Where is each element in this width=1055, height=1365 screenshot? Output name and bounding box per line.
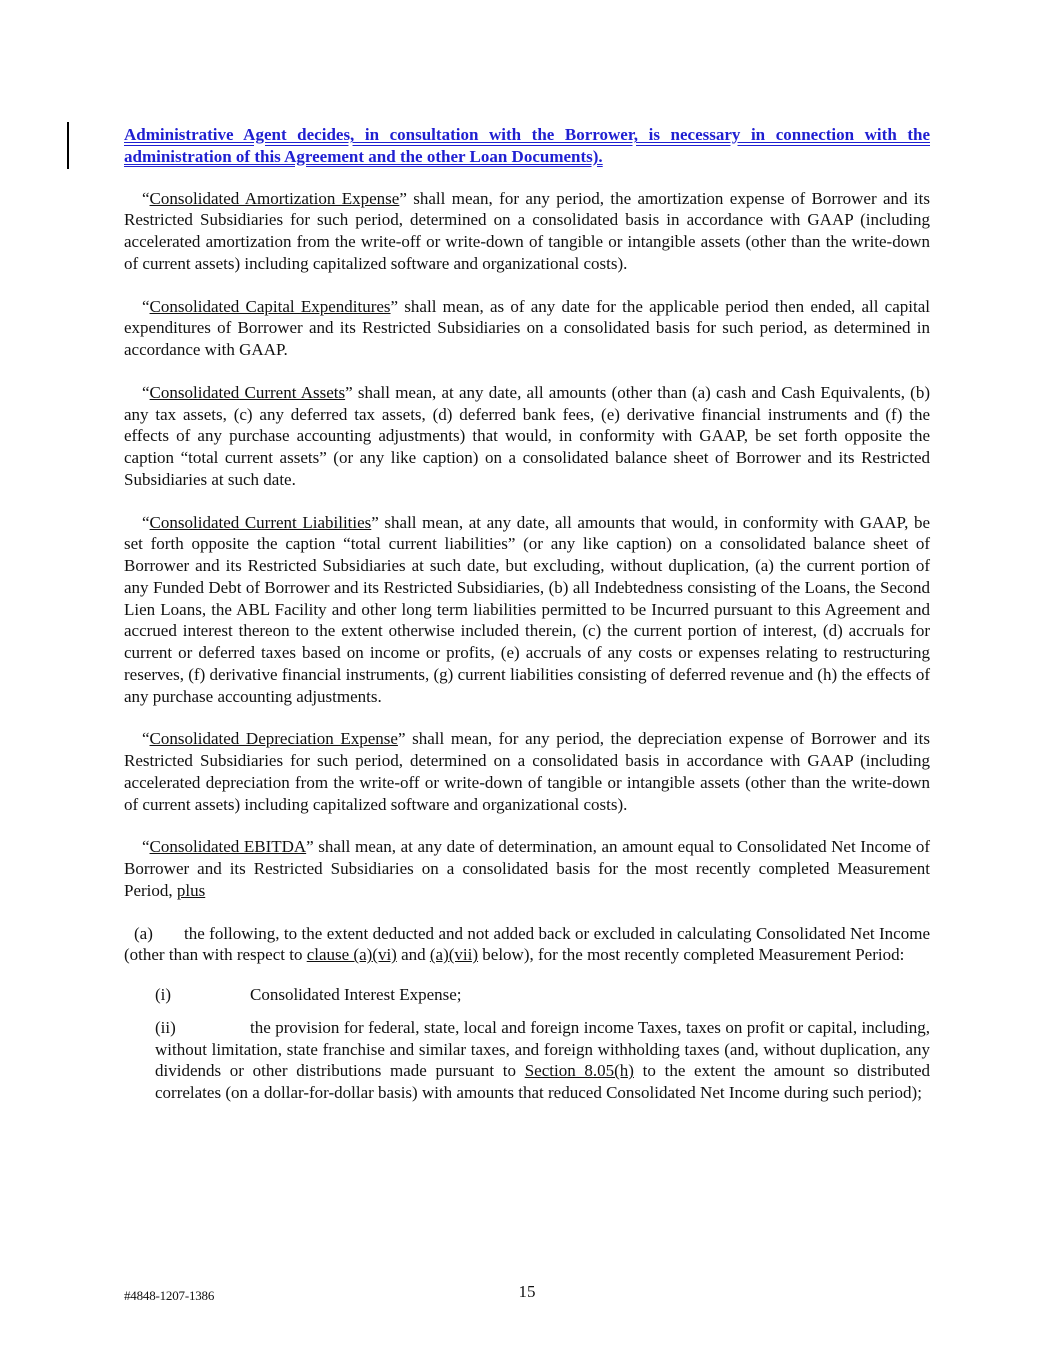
clause-a-paragraph	[124, 923, 930, 967]
text-run: (a)(vii)	[429, 945, 479, 965]
definition-consolidated-ebitda	[124, 836, 930, 901]
text-run: ” shall mean, at any date, all amounts (other than (a) cash and Cash Equivalents, (b) any tax assets, (c) any deferred tax assets, (d) deferred bank fees, (e) derivative financial instruments and (f) the effects of any purchase accounting adjustments) that would, in conformity with GAAP, be set forth opposite the caption “total current assets” (or any like caption) on a consolidated balance sheet of Borrower and its Restricted Subsidiaries at such date.	[124, 382, 930, 489]
text-run: Section 8.05(h)	[524, 1061, 634, 1081]
list-item-i	[155, 984, 930, 1006]
text-run: clause (a)(vi)	[306, 945, 397, 965]
definition-consolidated-current-liabilities	[124, 512, 930, 708]
text-run: the provision for federal, state, local and foreign income Taxes, taxes on profit or capital, including, without limitation, state franchise and similar taxes, and foreign withholding taxes (and, without duplication, any dividends or other distributions made pursuant to	[155, 1017, 930, 1081]
text-run: Consolidated Depreciation Expense	[149, 729, 398, 749]
text-run: “	[142, 729, 150, 749]
text-run: Consolidated Interest Expense;	[250, 985, 462, 1004]
list-item-ii	[155, 1017, 930, 1104]
definition-consolidated-current-assets	[124, 382, 930, 491]
text-run: ” shall mean, for any period, the depreciation expense of Borrower and its Restricted Subsidiaries for such period, determined on a consolidated basis in accordance with GAAP (including accelerated depreciation from the write-off or write-down of tangible or intangible assets (other than the write-down of current assets) including capitalized software and organizational costs).	[124, 729, 930, 814]
text-run: “	[142, 382, 150, 402]
change-bar	[67, 122, 69, 169]
clause-a-label: (a)	[134, 923, 153, 943]
definition-consolidated-amortization-expense	[124, 188, 930, 275]
text-run: “	[142, 188, 150, 208]
list-item-ii-text	[155, 1018, 930, 1102]
definition-consolidated-capital-expenditures	[124, 296, 930, 361]
definition-consolidated-depreciation-expense	[124, 728, 930, 815]
text-run: below), for the most recently completed Measurement Period:	[478, 945, 905, 965]
text-run: to the extent the amount so distributed correlates (on a dollar-for-dollar basis) with amounts that reduced Consolidated Net Income during such period);	[155, 1061, 930, 1102]
text-run: Consolidated Current Liabilities	[149, 512, 372, 532]
text-run: Administrative Agent decides, in consultation with the Borrower, is necessary in connection with the administration of this Agreement and the other Loan Documents).	[124, 125, 930, 166]
text-run: “	[142, 837, 150, 857]
text-run: ” shall mean, as of any date for the applicable period then ended, all capital expenditures of Borrower and its Restricted Subsidiaries on a consolidated basis for such period, as determined in accordance with GAAP.	[124, 296, 930, 359]
list-item-i-label: (i)	[155, 985, 172, 1004]
text-run: Consolidated Current Assets	[149, 382, 346, 402]
text-run: “	[142, 512, 150, 532]
text-run: ” shall mean, at any date, all amounts that would, in conformity with GAAP, be set forth opposite the caption “total current liabilities” (or any like caption) on a consolidated balance sheet of Borrower and its Restricted Subsidiaries at such date, but excluding, without duplication, (a) the current portion of any Funded Debt of Borrower and its Restricted Subsidiaries, (b) all Indebtedness consisting of the Loans, the Second Lien Loans, the ABL Facility and other long term liabilities permitted to be Incurred pursuant to this Agreement and accrued interest thereon to the extent otherwise included therein, (c) the current portion of interest, (d) accruals for current or deferred taxes based on income or profits, (e) accruals of any costs or expenses relating to restructuring reserves, (f) derivative financial instruments, (g) current liabilities consisting of deferred revenue and (h) the effects of any purchase accounting adjustments.	[124, 512, 930, 706]
text-run: “	[142, 296, 150, 316]
text-run: ” shall mean, for any period, the amortization expense of Borrower and its Restricted Subsidiaries for such period, determined on a consolidated basis in accordance with GAAP (including accelerated amortization from the write-off or write-down of tangible or intangible assets (other than the write-down of current assets) including capitalized software and organizational costs).	[124, 188, 930, 273]
list-item-i-text	[250, 985, 462, 1004]
text-run: Consolidated Capital Expenditures	[149, 296, 391, 316]
list-item-ii-label: (ii)	[155, 1017, 176, 1037]
text-run: the following, to the extent deducted and not added back or excluded in calculating Consolidated Net Income (other than with respect to	[124, 923, 930, 965]
footer-doc-number: #4848-1207-1386	[124, 1288, 215, 1303]
text-run: and	[396, 945, 430, 965]
text-run: ” shall mean, at any date of determination, an amount equal to Consolidated Net Income of Borrower and its Restricted Subsidiaries on a consolidated basis for the most recently completed Measurement Period,	[124, 837, 930, 900]
text-run: Consolidated Amortization Expense	[149, 188, 400, 208]
inserted-text-paragraph	[124, 124, 930, 168]
clause-a-text	[124, 924, 930, 965]
text-run: Consolidated EBITDA	[149, 837, 307, 857]
footer-page-number: 15	[518, 1282, 536, 1301]
text-run: plus	[176, 880, 206, 900]
page-content	[124, 124, 930, 1115]
